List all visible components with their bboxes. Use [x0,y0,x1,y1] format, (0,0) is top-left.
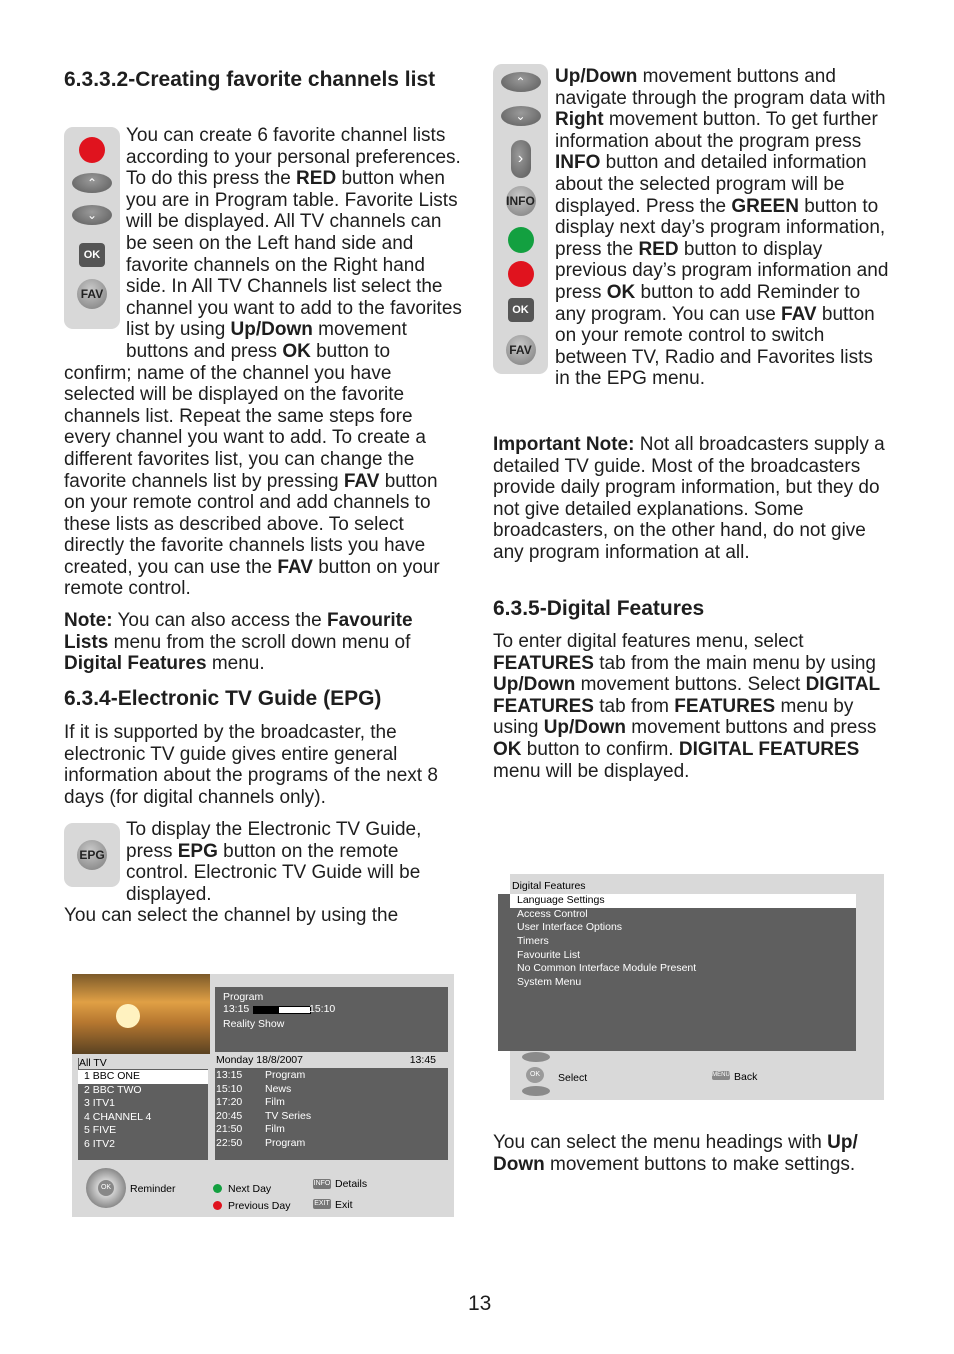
schedule-time: 17:20 [216,1096,243,1109]
program-info-panel [215,987,448,1052]
text-run: button to display next day’s program information, press the [555,195,886,260]
text-run: button and detailed information about the selected program will be displayed. Press the [555,152,867,217]
channel-list-panel [78,1058,208,1160]
menu-title: Digital Features [512,880,586,892]
bold-term: Up/Down [493,674,576,696]
schedule-title: Film [265,1123,285,1136]
epg-navigation-paragraph [493,66,891,390]
schedule-title: Film [265,1096,285,1109]
text-run: You can create 6 favorite channel lists according to your personal preferences. To do this press the [126,125,461,190]
text-run: menu from the scroll down menu of [108,631,411,653]
info-key-icon: INFO [313,1180,331,1187]
text-run: button to display previous day’s program information and press [555,238,889,303]
channel-list-item[interactable]: 2 BBC TWO [84,1083,142,1096]
bold-term: OK [493,738,522,760]
bold-term: Right [555,109,604,131]
bold-term: OK [606,281,636,303]
bold-term: OK [282,340,311,362]
schedule-panel [215,1068,448,1160]
ok-key-icon: OK [79,243,105,267]
bold-term: RED [638,238,679,260]
epg-screen [72,974,454,1217]
green-button-icon [213,1184,222,1193]
text-run: movement buttons and press [626,717,877,739]
menu-item[interactable]: Favourite List [517,948,581,961]
program-thumbnail [72,974,210,1054]
menu-item[interactable]: Access Control [517,907,588,920]
text-run: movement buttons to make settings. [544,1153,856,1175]
schedule-time: 21:50 [216,1123,243,1136]
section-title-epg: 6.3.4-Electronic TV Guide (EPG) [64,687,382,710]
text-run: button to confirm. [521,738,679,760]
schedule-row[interactable] [215,1096,448,1110]
bold-term: Up/Down [230,319,313,341]
menu-item[interactable]: No Common Interface Module Present [517,962,697,975]
channel-list-item[interactable]: 4 CHANNEL 4 [84,1110,152,1123]
text-run: movement buttons. Select [575,674,806,696]
text-run: You can also access the [112,610,327,631]
legend-select: Select [558,1072,588,1084]
legend-reminder: Reminder [130,1183,176,1195]
epg-intro-paragraph: If it is supported by the broadcaster, the electronic TV guide gives entire general information about the programs of the next 8 days (for digital channels only). [64,722,438,808]
text-run: movement buttons and press [126,319,407,362]
bold-term: DIGITAL FEATURES [493,674,880,717]
schedule-title: TV Series [265,1109,312,1122]
spacer [64,125,126,341]
schedule-title: Program [265,1069,306,1081]
bold-term: Favourite Lists [64,610,413,653]
text-run: button to confirm; name of the channel you have selected will be displayed on the favorite channels list. Repeat the same steps fore every channel you want to add. To create a different favorites list, you can change the favorite channels list by pressing [64,340,426,492]
spacer [64,819,126,903]
schedule-row[interactable] [215,1069,448,1083]
digital-features-screen [510,874,884,1100]
bold-term: FAV [781,303,817,325]
program-end-time: 15:10 [309,1003,336,1015]
menu-key-icon: MENU [712,1072,730,1078]
fav-key-icon: FAV [77,279,107,309]
text-run: button on your remote control. [64,556,440,600]
section-title-digital-features: 6.3.5-Digital Features [493,597,705,620]
menu-headings-paragraph [493,1132,891,1175]
schedule-time: 22:50 [216,1136,243,1149]
legend-previous-day: Previous Day [228,1200,291,1212]
schedule-title: Program [265,1136,306,1149]
epg-legend [72,1164,454,1217]
schedule-time: 13:15 [216,1069,243,1081]
navigation-pad-icon: OK [520,1052,552,1096]
exit-key-icon: EXIT [314,1200,330,1207]
up-arrow-icon: ⌃ [501,72,541,92]
section-title-favorites: 6.3.3.2-Creating favorite channels list [64,68,436,91]
text-run: tab from the main menu by using [593,652,876,674]
right-arrow-icon: › [511,140,531,178]
bold-term: Up/Down [555,66,638,87]
text-run: menu will be displayed. [493,760,690,782]
down-arrow-icon: ⌄ [72,205,112,225]
down-arrow-icon: ⌄ [501,106,541,126]
bold-term: Up/ Down [493,1132,858,1175]
schedule-title: News [265,1082,292,1095]
fav-key-icon: FAV [506,335,536,365]
text-run: You can select the menu headings with [493,1132,828,1153]
menu-item[interactable]: System Menu [517,976,582,989]
epg-select-paragraph: You can select the channel by using the [64,905,399,926]
program-title: Reality Show [223,1018,285,1030]
bold-term: FAV [343,470,380,492]
channel-list-title: All TV [79,1057,208,1069]
bold-term: Important Note: [493,434,635,455]
schedule-row[interactable] [215,1083,448,1097]
schedule-time: 20:45 [216,1109,243,1122]
schedule-row[interactable] [215,1110,448,1124]
up-arrow-icon: ⌃ [72,173,112,193]
menu-item[interactable]: Timers [517,935,549,948]
legend-next-day: Next Day [228,1183,272,1195]
schedule-row[interactable] [215,1123,448,1137]
program-label: Program [223,991,264,1003]
bold-term: DIGITAL FEATURES [678,738,860,760]
text-run: button to add Reminder to any program. You can use [555,281,861,325]
text-run: To display the Electronic TV Guide, press [126,819,422,862]
text-run: To enter digital features menu, select [493,631,804,652]
ok-key-icon: OK [508,298,534,322]
navigation-pad-icon: OK [86,1168,126,1208]
text-run: button on the remote control. Electronic TV Guide will be displayed. [126,840,421,905]
epg-date: Monday 18/8/2007 [216,1054,303,1066]
bold-term: Up/Down [543,717,627,739]
schedule-row[interactable] [215,1137,448,1151]
bold-term: Digital Features [64,653,207,675]
menu-item[interactable]: Language Settings [510,894,856,908]
channel-list-item[interactable]: 3 ITV1 [84,1097,115,1110]
spacer [493,66,555,390]
channel-list-item[interactable]: 6 ITV2 [84,1137,115,1150]
epg-display-paragraph [64,819,462,905]
text-run: menu by using [493,695,854,739]
schedule-time: 15:10 [216,1082,243,1095]
epg-key-icon: EPG [77,840,107,870]
text-run: button when you are in Program table. Favorite Lists will be displayed. All TV channels can be seen on the Left hand side and favorite channels on the Right hand side. In All TV Channels list select the channel you want to add to the favorites list by using [126,168,462,341]
digital-features-paragraph [493,631,891,782]
epg-date-bar [215,1054,448,1066]
legend-exit: Exit [335,1199,353,1211]
program-start-time: 13:15 [223,1003,250,1015]
bold-term: RED [296,168,337,190]
bold-term: EPG [177,840,218,862]
text-run: movement button. To get further information about the program press [555,109,878,152]
text-run: movement buttons and navigate through the program data with [555,66,886,109]
page-number: 13 [468,1292,492,1315]
red-button-icon [213,1201,222,1210]
menu-panel [498,894,856,1051]
channel-list-item[interactable]: 5 FIVE [84,1124,117,1137]
legend-details: Details [335,1178,368,1190]
epg-clock: 13:45 [409,1054,436,1066]
menu-item[interactable]: User Interface Options [517,921,623,934]
text-run: button on your remote control to switch between TV, Radio and Favorites lists in the EPG menu. [555,303,875,390]
bold-term: INFO [555,152,601,174]
text-run: tab from [593,695,675,717]
text-run: button on your remote control and add channels to these lists as described above. To select directly the favorite channels lists you have created, you can use the [64,470,438,578]
bold-term: Note: [64,610,113,631]
bold-term: FEATURES [674,695,776,717]
program-progress-fill [254,1007,279,1013]
channel-list-item[interactable]: 1 BBC ONE [78,1070,208,1084]
important-note-paragraph [493,434,891,564]
favorites-paragraph [64,125,462,600]
note-paragraph [64,610,462,675]
bold-term: FEATURES [493,652,594,674]
bold-term: FAV [277,556,313,578]
legend-back: Back [734,1071,758,1083]
bold-term: GREEN [731,195,799,217]
text-run: Not all broadcasters supply a detailed TV guide. Most of the broadcasters provide daily program information, but they do not give detailed explanations. Some broadcasters, on the other hand, do not give any program information at all. [493,434,885,563]
text-run: menu. [206,653,265,675]
program-progress-bar [253,1006,311,1014]
info-key-icon: INFO [506,186,536,216]
